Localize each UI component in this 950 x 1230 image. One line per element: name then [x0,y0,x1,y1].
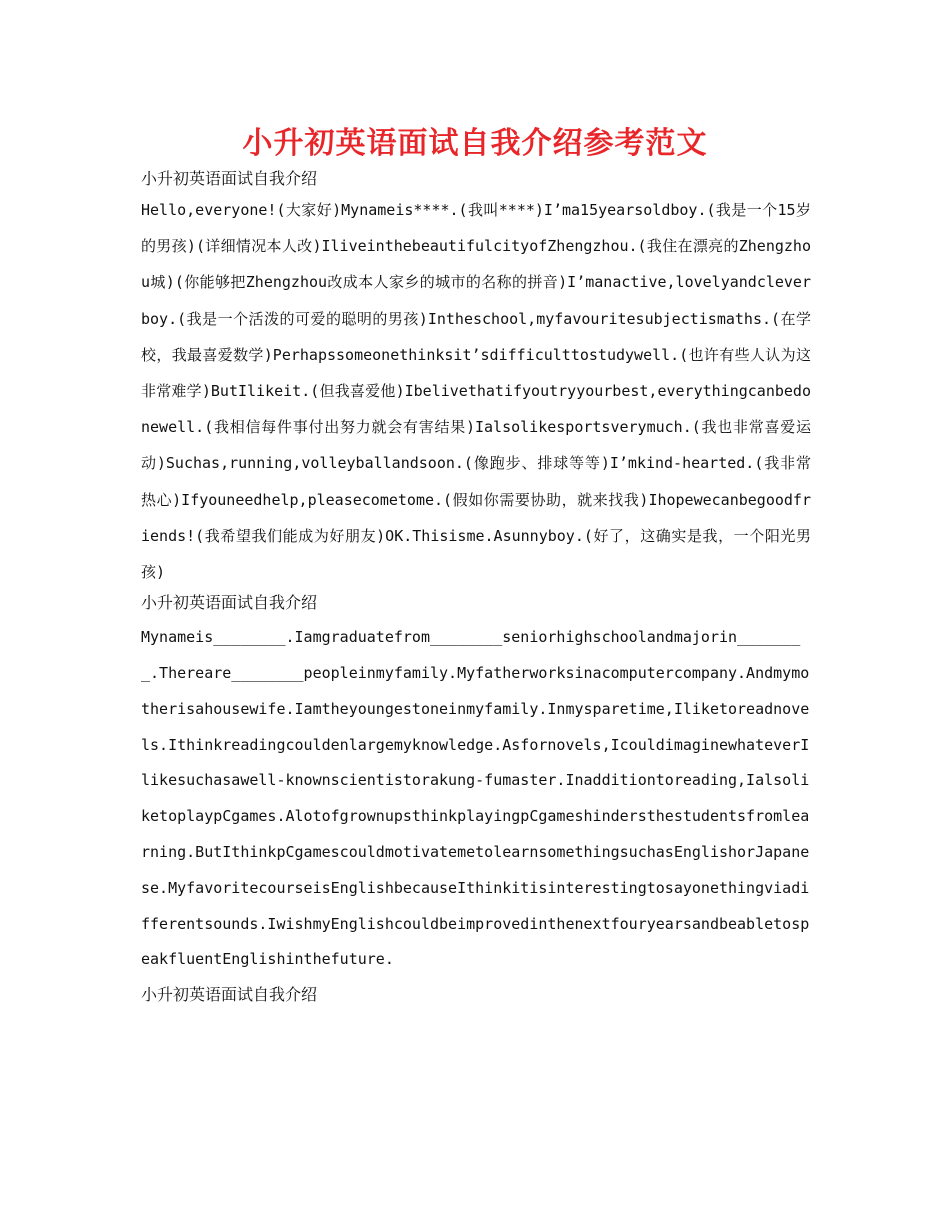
document-title: 小升初英语面试自我介绍参考范文 [242,126,708,161]
section-3-heading: 小升初英语面试自我介绍 [141,985,318,1005]
section-1-heading: 小升初英语面试自我介绍 [141,169,318,188]
section-2-heading: 小升初英语面试自我介绍 [141,593,318,613]
section-2-body: Mynameis________.Iamgraduatefrom________seniorhighschoolandmajorin________.Thereare________peopleinmyfamily.Myfatherworksinacomputercompany.Andmymotherisahousewife.Iamtheyoungestoneinmyfamily.Inmysparetime,Iliketoreadnovels.Ithinkreadingcouldenlargemyknowledge.Asfornovels,IcouldimaginewhateverIlikesuchasawell-knownscientistorakung-fumaster.Inadditiontoreading,IalsoliketoplaypCgames.AlotofgrownupsthinkplayingpCgameshindersthestudentsfromlearning.ButIthinkpCgamescouldmotivatemetolearnsomethingsuchasEnglishorJapanese.MyfavoritecourseisEnglishbecauseIthinkitisinterestingtosayonethingviadifferentsounds.IwishmyEnglishcouldbeimprovedinthenextfouryearsandbeabletospeakfluentEnglishinthefuture. [141,628,810,969]
document-content [141,166,811,1008]
section-1-body: Hello,everyone!(大家好)Mynameis****.(我叫****)I’ma15yearsoldboy.(我是一个15岁的男孩)(详细情况本人改)IliveinthebeautifulcityofZhengzhou.(我住在漂亮的Zhengzhou城)(你能够把Zhengzhou改成本人家乡的城市的名称的拼音)I’manactive,lovelyandcleverboy.(我是一个活泼的可爱的聪明的男孩)Intheschool,myfavouritesubjectismaths.(在学校，我最喜爱数学)Perhapssomeonethinksit’sdifficulttostudywell.(也许有些人认为这非常难学)ButIlikeit.(但我喜爱他)Ibelivethatifyoutryyourbest,everythingcanbedonewell.(我相信每件事付出努力就会有害结果)Ialsolikesportsverymuch.(我也非常喜爱运动)Suchas,running,volleyballandsoon.(像跑步、排球等等)I’mkind-hearted.(我非常热心)Ifyouneedhelp,pleasecometome.(假如你需要协助，就来找我)Ihopewecanbegoodfriends!(我希望我们能成为好朋友)OK.Thisisme.Asunnyboy.(好了，这确实是我，一个阳光男孩) [141,201,811,582]
